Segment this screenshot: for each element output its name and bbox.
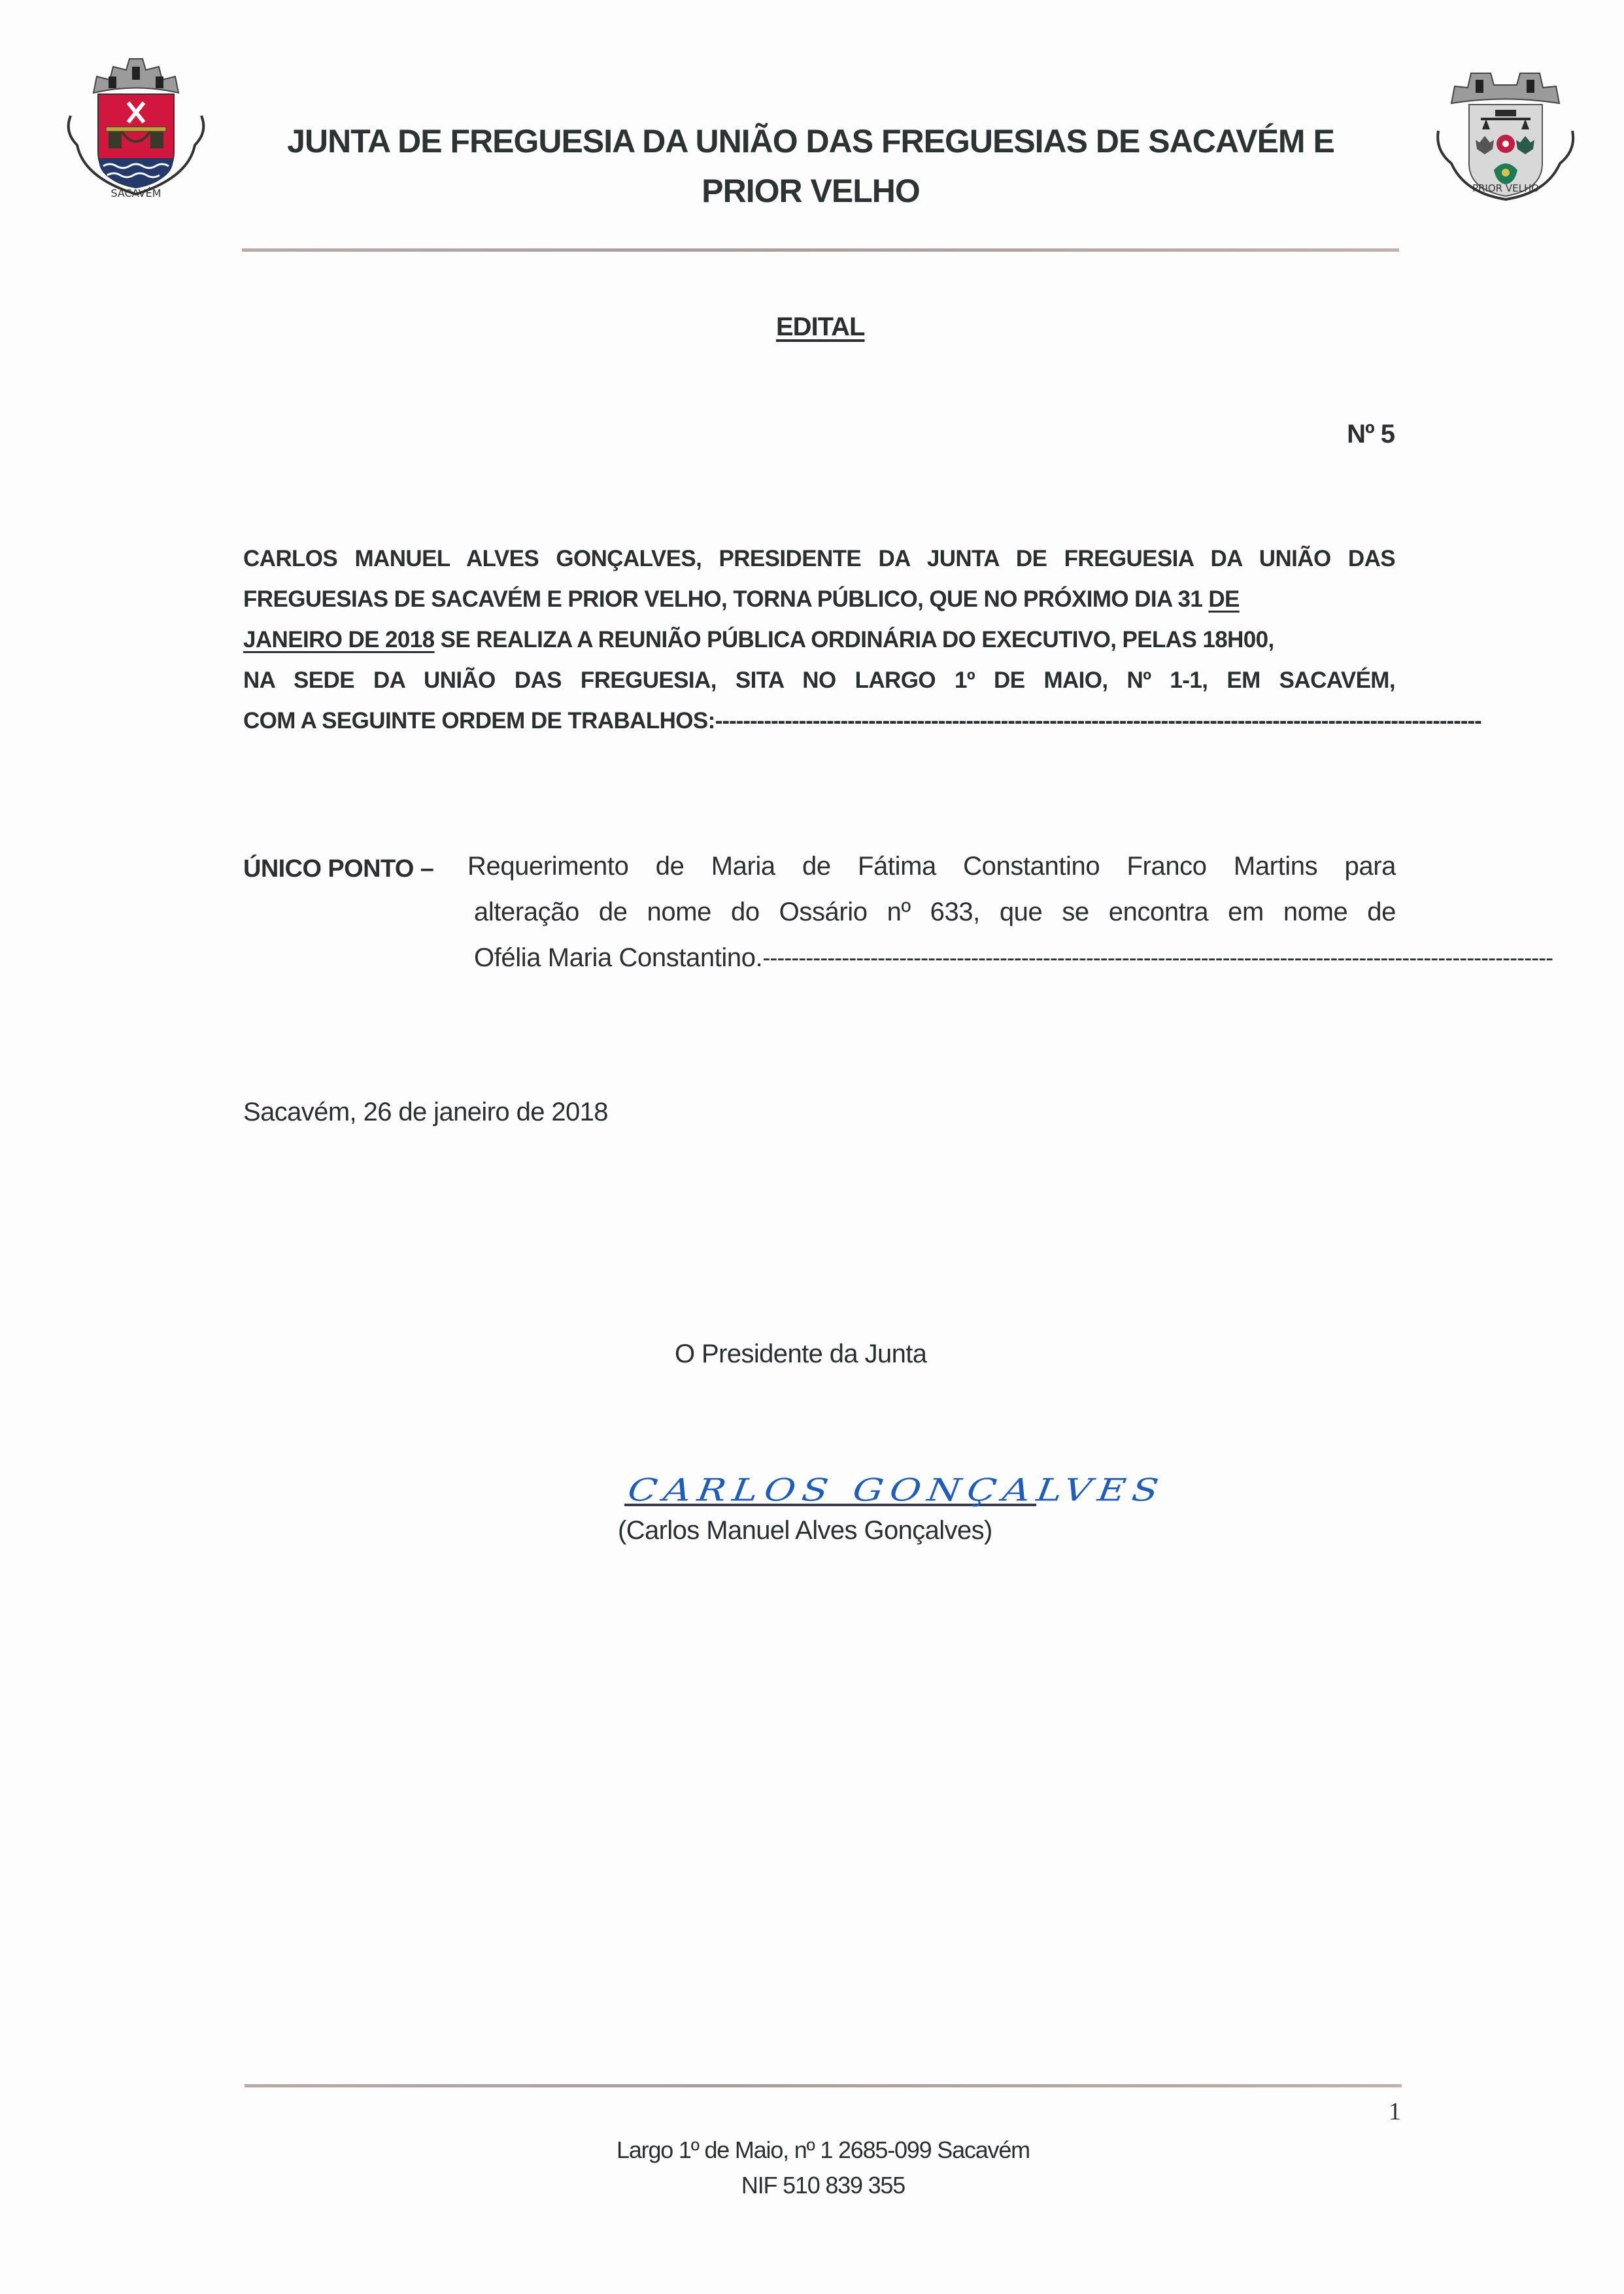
header-title-line-2: PRIOR VELHO	[702, 173, 920, 209]
footer-divider	[245, 2084, 1402, 2087]
agenda-item-line-2	[474, 897, 1396, 927]
document-number: Nº 5	[1347, 420, 1395, 448]
footer-address: Largo 1º de Maio, nº 1 2685-099 Sacavém	[617, 2136, 1030, 2163]
signatory-name: (Carlos Manuel Alves Gonçalves)	[618, 1516, 992, 1545]
intro-line-1	[243, 546, 1395, 572]
intro-text: CARLOS MANUEL ALVES GONÇALVES, PRESIDENTE DA JUNTA DE FREGUESIA DA UNIÃO DAS	[243, 546, 1395, 571]
agenda-text: Requerimento de Maria de Fátima Constantino Franco Martins para	[467, 852, 1396, 881]
dash-fill: --------------------------------------------------------------------------------------------------------------	[715, 708, 1481, 734]
intro-text: SE REALIZA A REUNIÃO PÚBLICA ORDINÁRIA DO EXECUTIVO, PELAS 18H00,	[440, 627, 1274, 652]
intro-date-underlined: JANEIRO DE 2018	[243, 627, 435, 652]
sacavem-coat-of-arms	[58, 54, 214, 201]
signature-text: CARLOS GONÇALVES	[625, 1472, 1168, 1508]
intro-date-underlined: DE	[1208, 586, 1240, 612]
agenda-text: Ofélia Maria Constantino.	[474, 943, 763, 972]
footer-nif: NIF 510 839 355	[741, 2172, 905, 2199]
agenda-item-line-3	[474, 943, 1553, 973]
intro-line-4	[243, 667, 1395, 694]
dash-fill: --------------------------------------------------------------------------------------------------------------	[762, 944, 1553, 971]
agenda-text: alteração de nome do Ossário nº 633, que se encontra em nome de	[474, 898, 1396, 926]
intro-text: NA SEDE DA UNIÃO DAS FREGUESIA, SITA NO LARGO 1º DE MAIO, Nº 1-1, EM SACAVÉM,	[243, 667, 1395, 693]
crest-motto: SACAVÉM	[110, 187, 161, 199]
prior-velho-crest-graphic	[1429, 59, 1582, 204]
intro-line-5	[243, 708, 1481, 734]
agenda-item-line-1	[467, 851, 1396, 881]
agenda-item-label: ÚNICO PONTO –	[243, 855, 434, 883]
prior-velho-coat-of-arms	[1429, 59, 1582, 204]
signatory-title: O Presidente da Junta	[675, 1340, 927, 1368]
document-type-heading: EDITAL	[776, 312, 865, 341]
place-and-date: Sacavém, 26 de janeiro de 2018	[243, 1098, 608, 1126]
intro-line-3	[243, 627, 1395, 653]
header-title-line-1: JUNTA DE FREGUESIA DA UNIÃO DAS FREGUESIAS DE SACAVÉM E	[287, 123, 1334, 160]
header-divider	[242, 248, 1399, 252]
intro-line-2	[243, 586, 1395, 613]
sacavem-crest-graphic	[58, 54, 214, 201]
crest-motto: PRIOR VELHO	[1472, 182, 1540, 194]
page-number: 1	[1389, 2098, 1401, 2125]
intro-text: FREGUESIAS DE SACAVÉM E PRIOR VELHO, TORNA PÚBLICO, QUE NO PRÓXIMO DIA 31	[243, 586, 1203, 612]
signature	[618, 1459, 1168, 1518]
intro-text: COM A SEGUINTE ORDEM DE TRABALHOS:	[243, 708, 715, 734]
